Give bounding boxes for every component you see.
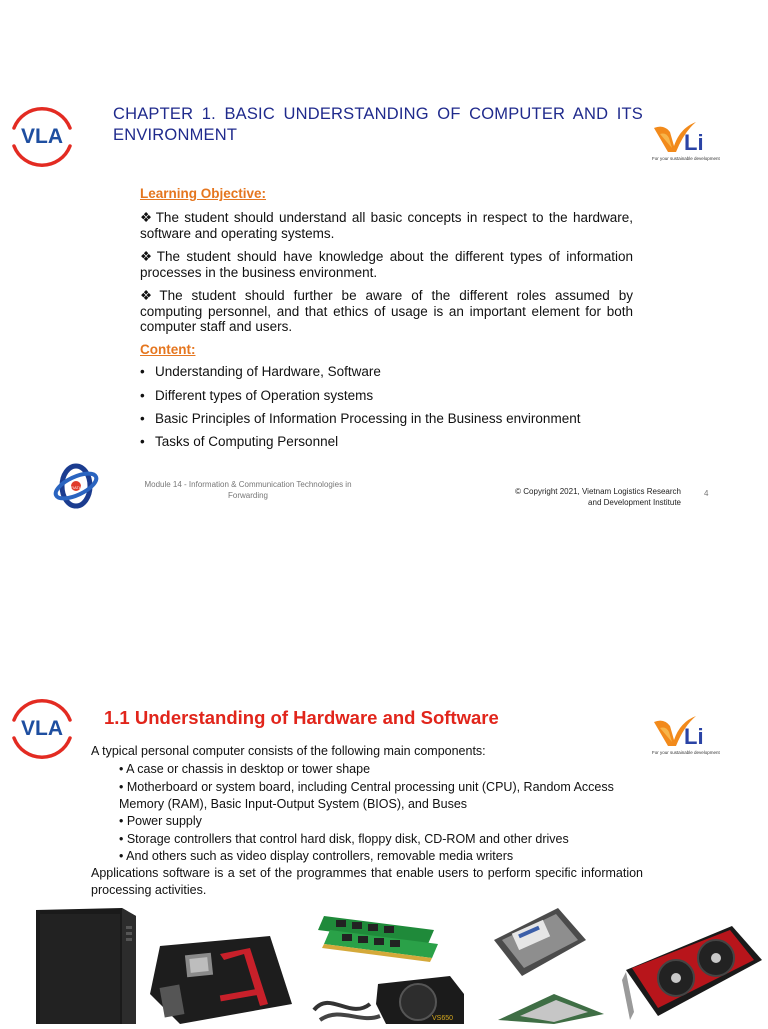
vli-logo-tagline: For your sustainable development xyxy=(652,750,720,755)
computer-case-image xyxy=(30,906,138,1024)
hard-disk-image xyxy=(488,906,588,978)
motherboard-image xyxy=(150,934,294,1024)
bullet-icon: • xyxy=(140,434,145,449)
objective-text: The student should understand all basic concepts in respect to the hardware, software and operating systems. xyxy=(140,210,634,241)
page-number: 4 xyxy=(704,489,709,498)
bullet-icon: • xyxy=(140,388,145,403)
bullet-icon: • xyxy=(140,364,145,379)
content-text: Understanding of Hardware, Software xyxy=(155,364,381,379)
graphics-card-image xyxy=(622,920,764,1024)
component-item-continuation: Memory (RAM), Basic Input-Output System (BIOS), and Buses xyxy=(119,797,468,811)
content-text: Basic Principles of Information Processing in the Business environment xyxy=(155,411,581,426)
diamond-bullet-icon: ❖ xyxy=(140,210,154,225)
vla-logo-text: VLA xyxy=(21,125,63,148)
vla-logo-text: VLA xyxy=(21,717,63,740)
applications-software-text: Applications software is a set of the programmes that enable users to perform specific information processing activities. xyxy=(91,866,643,898)
objective-text: The student should have knowledge about the different types of information processes in the business environment. xyxy=(140,249,633,280)
component-item: • Power supply xyxy=(119,814,202,828)
vli-logo-text: Li xyxy=(684,724,704,749)
component-item: • And others such as video display controllers, removable media writers xyxy=(119,849,514,863)
vli-logo-text: Li xyxy=(684,130,704,155)
content-text: Tasks of Computing Personnel xyxy=(155,434,339,449)
content-heading: Content: xyxy=(140,342,196,357)
footer-copyright-line: and Development Institute xyxy=(588,498,681,507)
objective-text: The student should further be aware of the different roles assumed by computing personnel, and that ethics of usage is an important element for both computer staff and users. xyxy=(140,288,633,334)
content-text: Different types of Operation systems xyxy=(155,388,374,403)
component-item: • Motherboard or system board, including Central processing unit (CPU), Random Access xyxy=(119,780,614,794)
slide-title: CHAPTER 1. BASIC UNDERSTANDING OF COMPUTER AND ITS ENVIRONMENT xyxy=(113,105,643,144)
objective-heading: Learning Objective: xyxy=(140,186,267,201)
slide-title: 1.1 Understanding of Hardware and Software xyxy=(104,707,499,728)
diamond-bullet-icon: ❖ xyxy=(140,249,155,264)
footer-module-line: Module 14 - Information & Communication Technologies in xyxy=(144,480,352,489)
diamond-bullet-icon: ❖ xyxy=(140,288,158,303)
component-item: • Storage controllers that control hard disk, floppy disk, CD-ROM and other drives xyxy=(119,832,569,846)
vli-logo xyxy=(650,712,720,756)
footer-copyright-line: © Copyright 2021, Vietnam Logistics Research xyxy=(515,487,681,496)
psu-label: VS650 xyxy=(432,1015,454,1022)
power-supply-image xyxy=(310,970,466,1024)
vli-logo-tagline: For your sustainable development xyxy=(652,156,720,161)
components-intro: A typical personal computer consists of the following main components: xyxy=(91,744,486,758)
component-item: • A case or chassis in desktop or tower shape xyxy=(119,762,371,776)
cpu-image xyxy=(494,990,606,1024)
footer-module-line: Forwarding xyxy=(227,491,268,500)
bullet-icon: • xyxy=(140,411,145,426)
ram-image xyxy=(316,906,440,964)
fiata-logo-text: FIATA xyxy=(70,485,82,490)
vla-logo xyxy=(6,692,78,764)
